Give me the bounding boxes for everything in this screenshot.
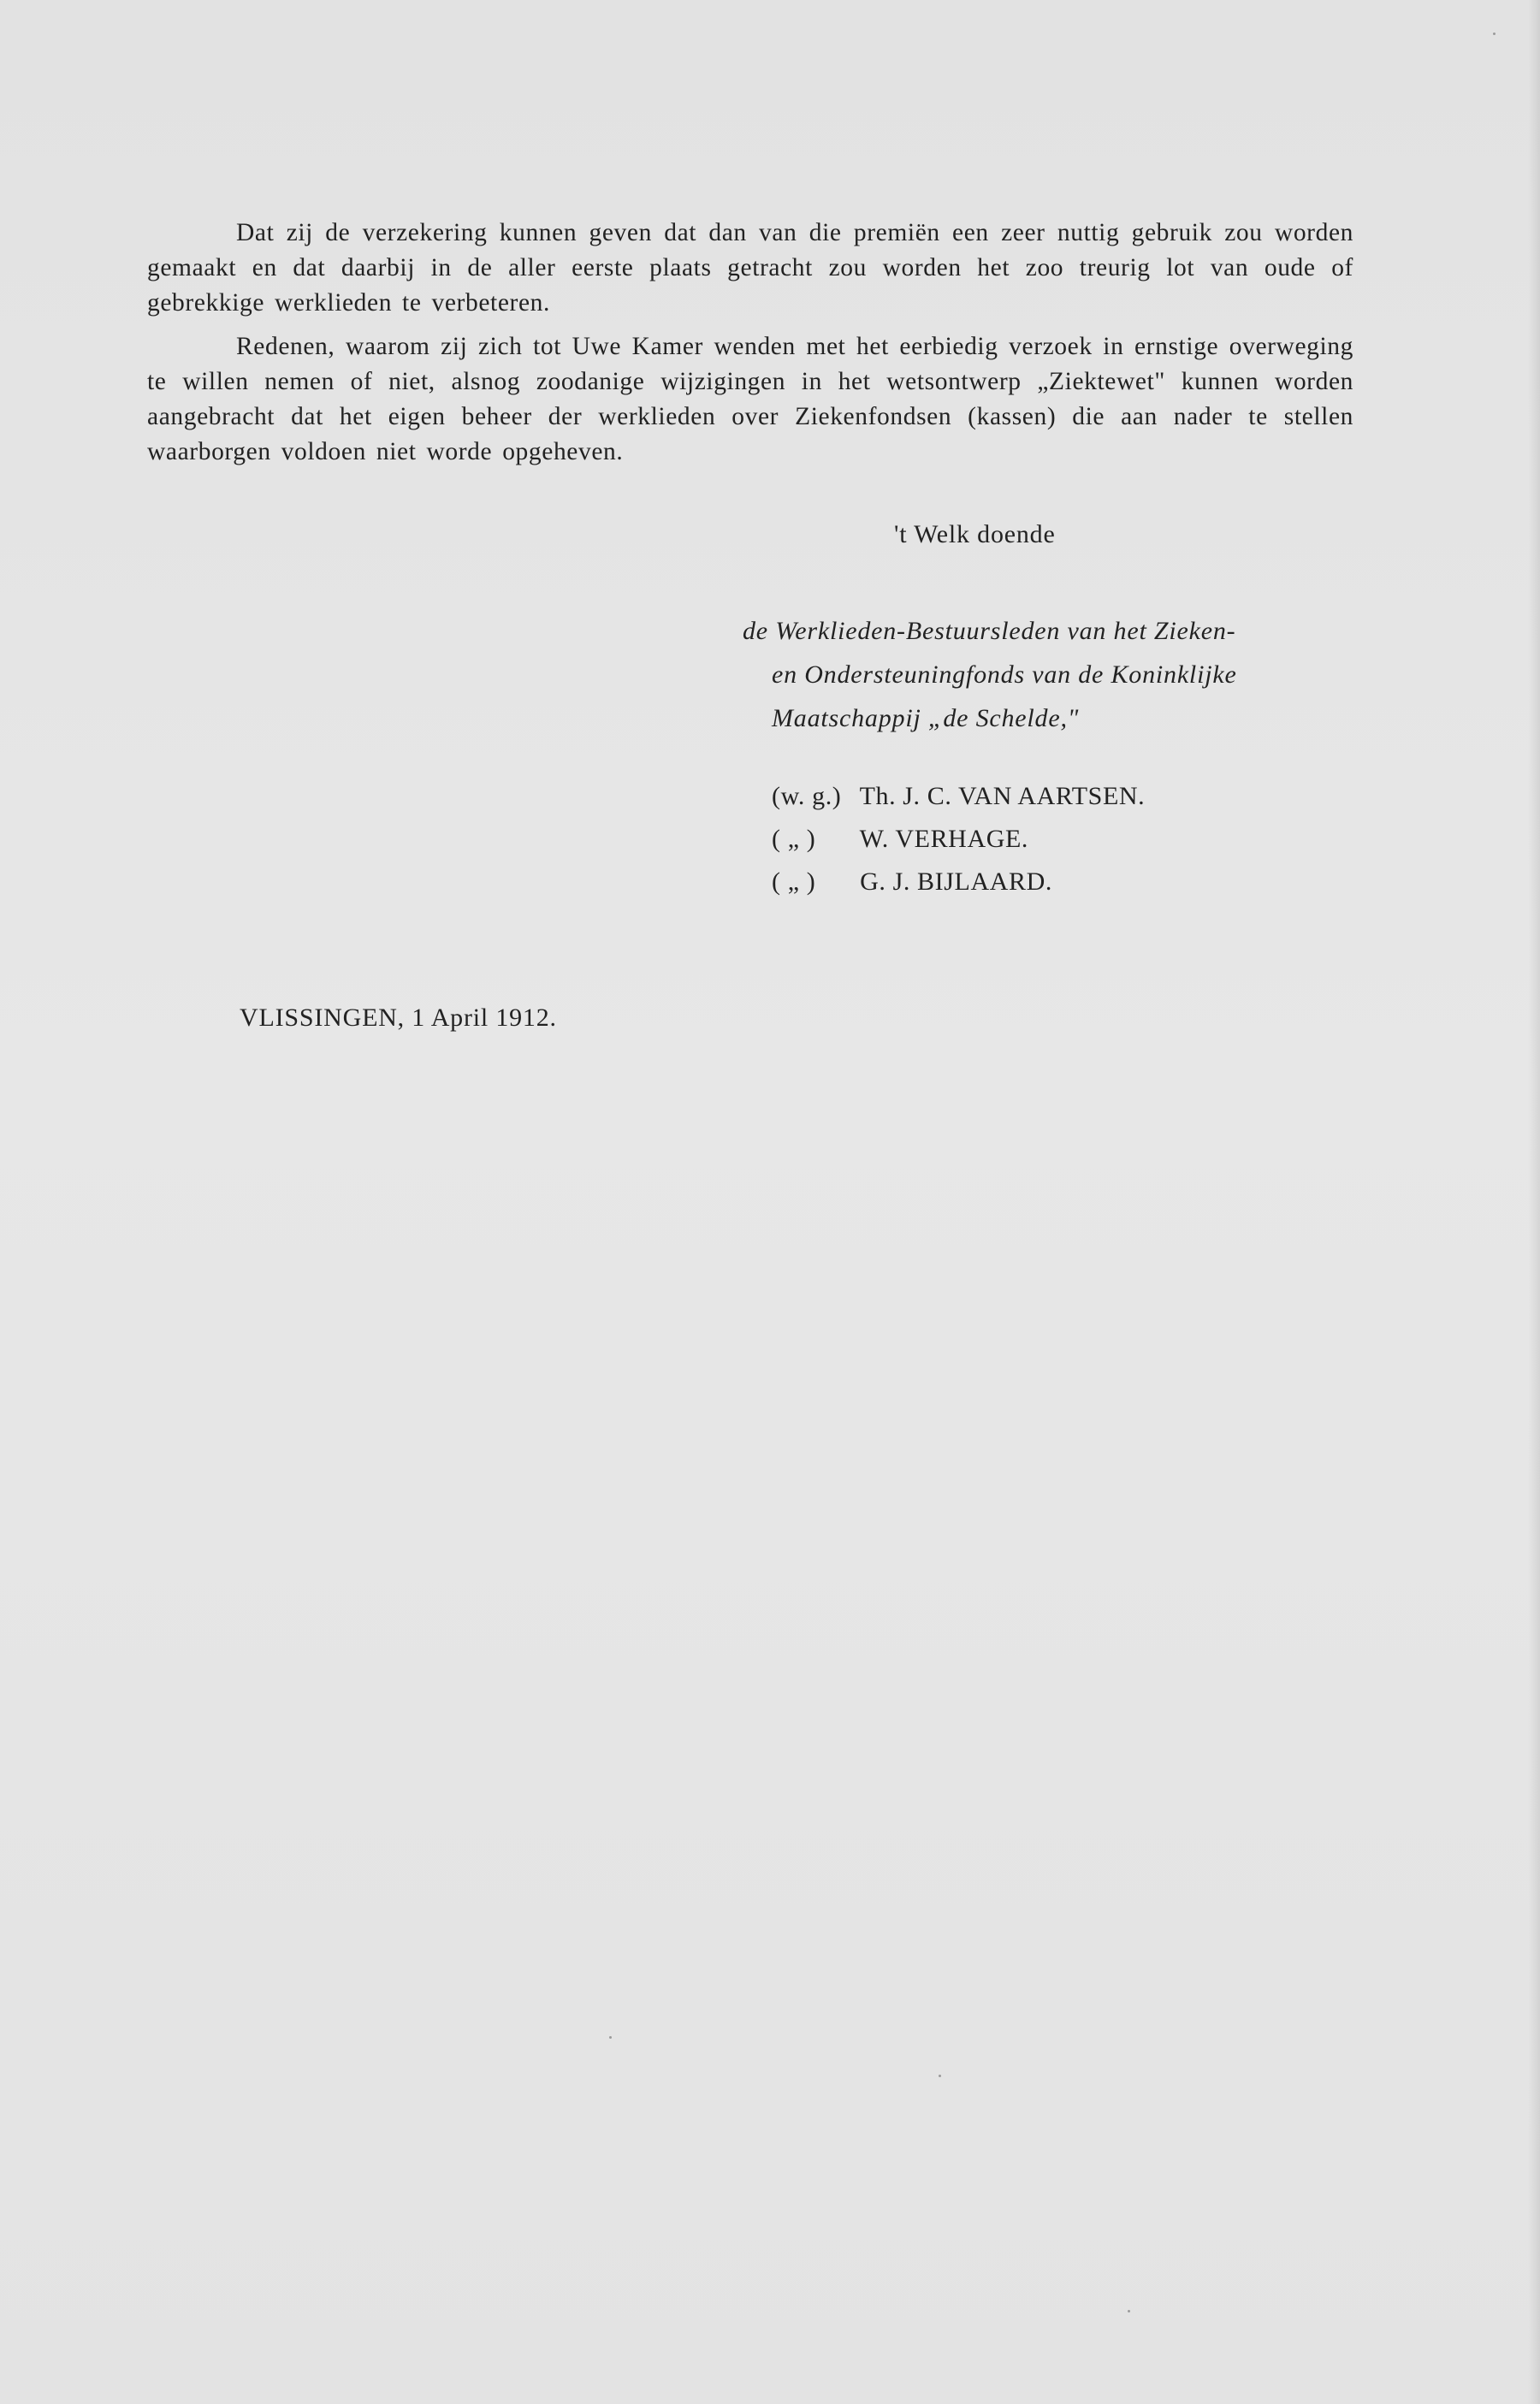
page-edge-shadow: [1528, 0, 1540, 2404]
organization-line-3: Maatschappij „de Schelde,": [772, 704, 1080, 732]
signature-line: [772, 775, 1145, 818]
signature-line: [772, 818, 1145, 861]
organization-line-2: en Ondersteuningfonds van de Koninklijke: [772, 660, 1237, 689]
signature-mark: ( „ ): [772, 825, 816, 853]
paper-speck: [609, 2036, 612, 2039]
paper-speck: [939, 2075, 941, 2077]
place-and-date: VLISSINGEN, 1 April 1912.: [240, 1004, 557, 1032]
paper-speck: [1493, 33, 1496, 35]
signature-name: W. VERHAGE.: [859, 825, 1029, 853]
paragraph-1: Dat zij de verzekering kunnen geven dat dan van die premiën een zeer nuttig gebruik zou worden gemaakt en dat daarbij in de aller eerste plaats getracht zou worden het zoo treurig lot van oude of gebrekkige werklieden te verbeteren.: [147, 219, 1353, 317]
letter-body: [147, 216, 1353, 478]
paper-speck: [1128, 2310, 1130, 2312]
signature-line: [772, 861, 1145, 903]
signature-block: [772, 775, 1145, 903]
signature-mark: (w. g.): [772, 782, 842, 810]
closing-phrase: 't Welk doende: [894, 520, 1056, 548]
paragraph-2: Redenen, waarom zij zich tot Uwe Kamer wenden met het eerbiedig verzoek in ernstige overweging te willen nemen of niet, alsnog zoodanige wijzigingen in het wetsontwerp „Ziektewet" kunnen worden aangebracht dat het eigen beheer der werklieden over Ziekenfondsen (kassen) die aan nader te stellen waarborgen voldoen niet worde opgeheven.: [147, 333, 1353, 465]
organization-block: [743, 609, 1359, 740]
signature-mark: ( „ ): [772, 867, 816, 896]
signature-name: G. J. BIJLAARD.: [860, 867, 1052, 896]
signature-name: Th. J. C. VAN AARTSEN.: [859, 782, 1146, 810]
organization-line-1: de Werklieden-Bestuursleden van het Zieken-: [743, 617, 1236, 645]
